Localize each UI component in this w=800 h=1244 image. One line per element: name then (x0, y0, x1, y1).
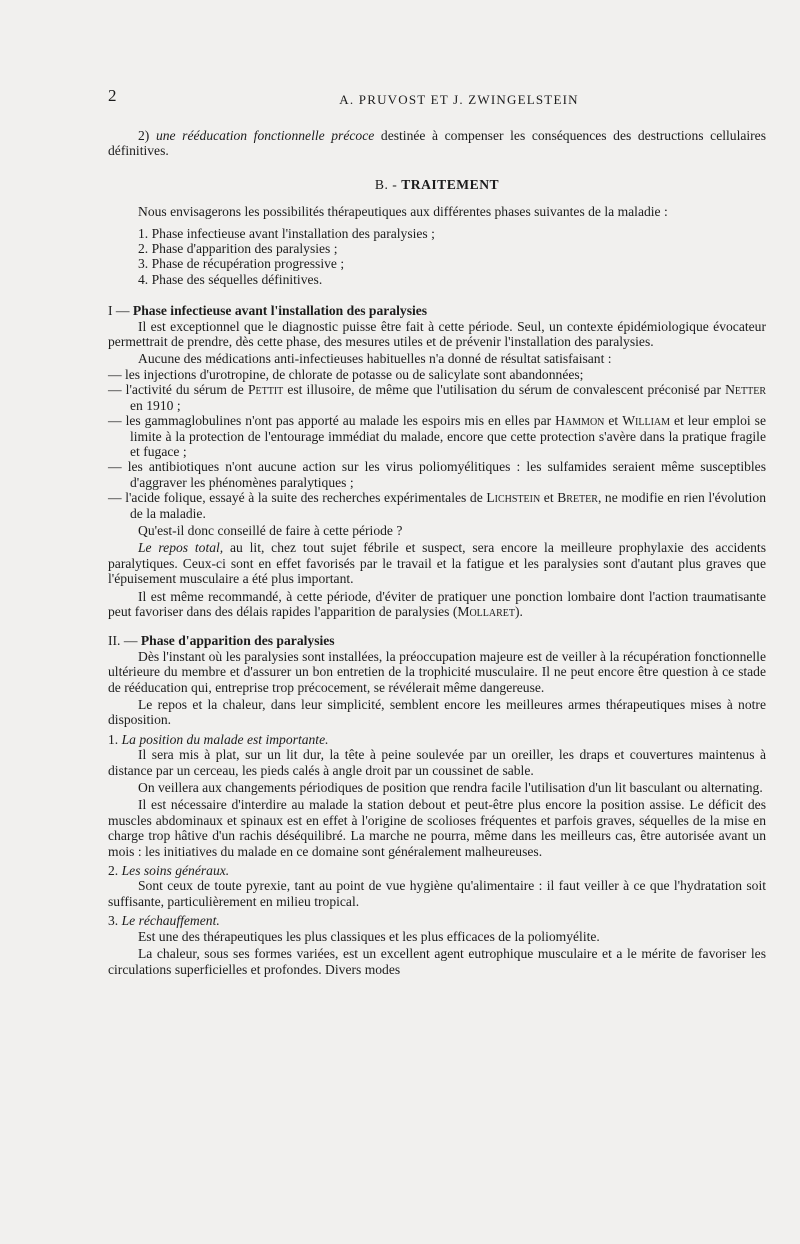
subheading: 3. Le réchauffement. (108, 913, 220, 929)
paragraph: Le repos total, au lit, chez tout sujet fébrile et suspect, sera encore la meilleure prophylaxie des accidents paralytiques. Ceux-ci sont en effet favorisés par le travail et la fatigue et les paralysies sont d'autant plus graves que l'épuisement musculaire a été plus important. (108, 540, 766, 587)
paragraph: On veillera aux changements périodiques de position que rendra facile l'utilisation d'un lit basculant ou alternating. (138, 780, 763, 796)
paragraph: Il est même recommandé, à cette période, d'éviter de pratiquer une ponction lombaire dont l'action traumatisante peut favoriser dans des délais rapides l'apparition de paralysies (Mollaret). (108, 588, 766, 619)
list-item: 3. Phase de récupération progressive ; (138, 256, 345, 272)
paragraph: Est une des thérapeutiques les plus classiques et les plus efficaces de la poliomyélite. (138, 928, 600, 944)
list-item: — les antibiotiques n'ont aucune action sur les virus poliomyélitiques : les sulfamides seraient même susceptibles d'aggraver les phénomènes paralytiques ; (108, 459, 766, 490)
section-heading: B. - TRAITEMENT (374, 176, 500, 192)
list-item: — l'acide folique, essayé à la suite des recherches expérimentales de Lichstein et Breter, ne modifie en rien l'évolution de la maladie. (108, 490, 766, 521)
page-body (108, 128, 766, 977)
list-item: 4. Phase des séquelles définitives. (138, 271, 323, 287)
part1-heading: I — Phase infectieuse avant l'installation des paralysies (108, 303, 428, 319)
paragraph: La chaleur, sous ses formes variées, est un excellent agent eutrophique musculaire et a le mérite de favoriser les circulations superficielles et profondes. Divers modes (108, 946, 766, 977)
phase-list (108, 226, 766, 288)
running-title: A. PRUVOST ET J. ZWINGELSTEIN (339, 92, 579, 107)
paragraph: Sont ceux de toute pyrexie, tant au point de vue hygiène qu'alimentaire : il faut veiller à ce que l'hydratation soit suffisante, particulièrement en milieu tropical. (108, 878, 766, 909)
paragraph: Qu'est-il donc conseillé de faire à cette période ? (138, 522, 403, 538)
part2-heading: II. — Phase d'apparition des paralysies (108, 633, 335, 649)
paragraph: Il sera mis à plat, sur un lit dur, la tête à peine soulevée par un oreiller, les draps et couvertures maintenus à distance par un cerceau, les pieds calés à angle droit par un coussinet de sable. (108, 747, 766, 778)
list-item: 2. Phase d'apparition des paralysies ; (138, 241, 338, 257)
list-item: — les injections d'urotropine, de chlorate de potasse ou de salicylate sont abandonnées; (108, 366, 584, 382)
paragraph: Aucune des médications anti-infectieuses habituelles n'a donné de résultat satisfaisant : (138, 351, 612, 367)
paragraph: Il est nécessaire d'interdire au malade la station debout et peut-être plus encore la position assise. Le déficit des muscles abdominaux et spinaux est en effet à l'origine de scolioses fréquentes et parfois graves, séquelles de la mise en charge trop hâtive d'un rachis déséquilibré. La marche ne pourra, même dans les meilleurs cas, être autorisée avant un mois : les initiatives du malade en ce domaine sont généralement malheureuses. (108, 797, 766, 859)
subheading: 1. La position du malade est importante. (108, 731, 329, 747)
list-item: 1. Phase infectieuse avant l'installation des paralysies ; (138, 225, 435, 241)
running-header (108, 86, 766, 107)
paragraph: Dès l'instant où les paralysies sont installées, la préoccupation majeure est de veiller à la récupération fonctionnelle ultérieure du membre et d'assurer un bon entretien de la trophicité musculaire. Il ne peut encore être question à ce stade de rééducation qui, entreprise trop précocement, se révélerait même dangereuse. (108, 648, 766, 695)
subheading: 2. Les soins généraux. (108, 863, 230, 879)
page-number: 2 (108, 86, 117, 105)
paragraph: Le repos et la chaleur, dans leur simplicité, semblent encore les meilleures armes thérapeutiques mises à notre disposition. (108, 697, 766, 728)
list-item: — les gammaglobulines n'ont pas apporté au malade les espoirs mis en elles par Hammon et William et leur emploi se limite à la protection de l'entourage immédiat du malade, encore que cette protection s'avère dans la pratique fragile et fugace ; (108, 413, 766, 459)
intro-item-2: 2) une rééducation fonctionnelle précoce destinée à compenser les conséquences des destructions cellulaires définitives. (108, 128, 767, 159)
section-lead: Nous envisagerons les possibilités thérapeutiques aux différentes phases suivantes de la maladie : (138, 204, 668, 220)
list-item: — l'activité du sérum de Pettit est illusoire, de même que l'utilisation du sérum de convalescent préconisé par Netter en 1910 ; (108, 382, 766, 413)
paragraph: Il est exceptionnel que le diagnostic puisse être fait à cette période. Seul, un contexte épidémiologique évocateur permettrait de prendre, dès cette phase, des mesures utiles et de prévenir l'installation des paralysies. (108, 318, 766, 350)
